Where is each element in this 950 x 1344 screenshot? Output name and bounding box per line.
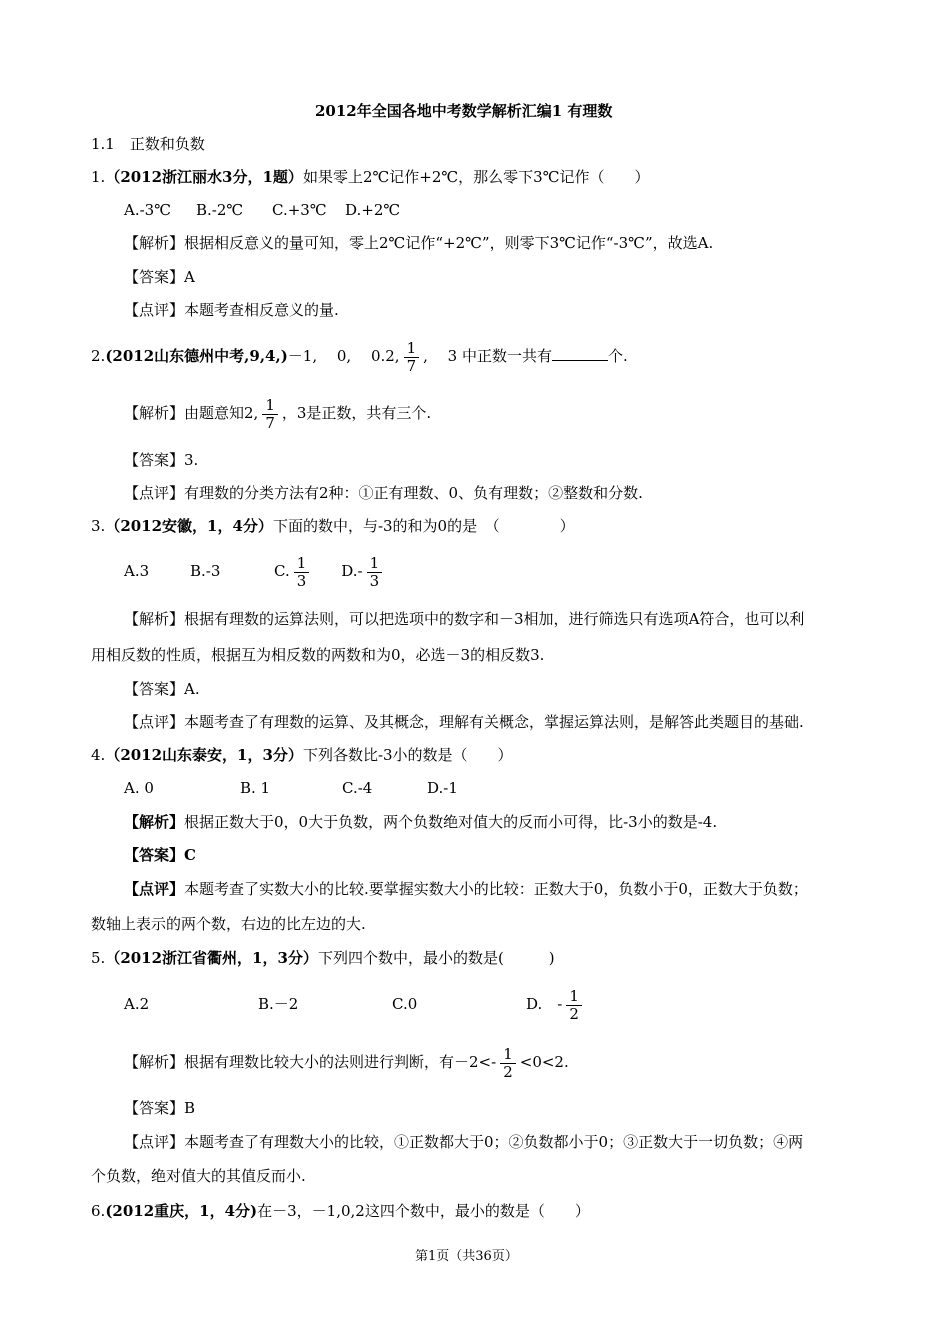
option-a: A. 0 xyxy=(124,779,154,797)
option-d: D.- $\frac{1}{3}$ xyxy=(341,562,386,580)
analysis-text: 根据正数大于0，0大于负数，两个负数绝对值大的反而小可得，比-3小的数是-4. xyxy=(184,813,718,831)
analysis-3-line-2: 用相反数的性质，根据互为相反数的两数和为0，必选－3的相反数3. xyxy=(91,646,545,664)
answer-tag: 【答案】 xyxy=(124,1099,185,1117)
analysis-text: 根据相反意义的量可知，零上2℃记作“+2℃”，则零下3℃记作“-3℃”，故选A. xyxy=(184,234,714,252)
analysis-text: 根据有理数比较大小的法则进行判断，有－2<- xyxy=(184,1053,497,1071)
analysis-text-cont: ，3是正数，共有三个. xyxy=(281,404,432,422)
option-c: C.0 xyxy=(392,995,418,1013)
comment-tag: 【点评】 xyxy=(124,713,185,731)
answer-tag: 【答案】 xyxy=(124,451,185,469)
section-heading: 1.1 正数和负数 xyxy=(91,135,205,153)
comment-text: 有理数的分类方法有2种：①正有理数、0、负有理数；②整数和分数. xyxy=(184,484,643,502)
question-5 xyxy=(91,948,555,968)
option-d: D.+2℃ xyxy=(345,201,401,219)
comment-tag: 【点评】 xyxy=(124,301,185,319)
analysis-1 xyxy=(124,233,713,253)
analysis-2 xyxy=(124,396,431,432)
comment-text: 本题考查了有理数的运算、及其概念，理解有关概念，掌握运算法则，是解答此类题目的基础. xyxy=(184,713,804,731)
option-a: A.2 xyxy=(124,995,150,1013)
question-number: 1. xyxy=(91,168,106,186)
option-b: B.-2℃ xyxy=(196,201,244,219)
page-title: 2012年全国各地中考数学解析汇编1 有理数 xyxy=(315,102,613,120)
question-stem: 如果零上2℃记作+2℃，那么零下3℃记作（ ） xyxy=(302,168,650,186)
answer-text: B xyxy=(184,1099,196,1117)
question-3 xyxy=(91,516,575,536)
answer-tag: 【答案】 xyxy=(124,846,185,864)
question-stem: 下列各数比-3小的数是（ ） xyxy=(302,746,513,764)
analysis-4 xyxy=(124,812,717,832)
page-footer: 第1页（共36页） xyxy=(415,1249,518,1264)
option-c: C.+3℃ xyxy=(272,201,327,219)
answer-3 xyxy=(124,679,200,699)
question-source: （2012安徽，1，4分） xyxy=(105,517,273,535)
question-number: 5. xyxy=(91,949,106,967)
answer-5 xyxy=(124,1098,195,1118)
question-stem: 下列四个数中，最小的数是( ) xyxy=(317,949,555,967)
question-2 xyxy=(91,339,628,375)
analysis-tag: 【解析】 xyxy=(124,234,185,252)
question-stem: －1, 0, 0.2, xyxy=(287,347,400,365)
question-source: （2012浙江省衢州，1，3分） xyxy=(105,949,318,967)
analysis-tag: 【解析】 xyxy=(124,404,185,422)
comment-4-line-1 xyxy=(124,879,808,899)
option-d: D.-1 xyxy=(427,779,458,797)
question-stem: 下面的数中，与-3的和为0的是 （ ） xyxy=(272,517,575,535)
question-5-options xyxy=(124,987,586,1023)
option-b: B.－2 xyxy=(258,995,299,1013)
analysis-tag: 【解析】 xyxy=(124,813,185,831)
answer-blank xyxy=(552,346,608,361)
question-1 xyxy=(91,167,649,187)
question-stem-end: 个. xyxy=(608,347,628,365)
answer-2 xyxy=(124,450,198,470)
option-b: B. 1 xyxy=(240,779,271,797)
comment-tag: 【点评】 xyxy=(124,1133,185,1151)
answer-tag: 【答案】 xyxy=(124,680,185,698)
fraction: $\frac{1}{7}$ xyxy=(262,397,278,432)
option-b: B.-3 xyxy=(190,562,221,580)
comment-text: 本题考查了实数大小的比较.要掌握实数大小的比较：正数大于0，负数小于0，正数大于负数； xyxy=(184,880,808,898)
comment-tag: 【点评】 xyxy=(124,880,185,898)
question-number: 4. xyxy=(91,746,106,764)
fraction: $\frac{1}{2}$ xyxy=(500,1046,516,1081)
answer-text: A xyxy=(184,268,195,286)
question-6 xyxy=(91,1201,590,1221)
comment-2 xyxy=(124,483,643,503)
comment-1 xyxy=(124,300,339,320)
comment-text: 本题考查相反意义的量. xyxy=(184,301,339,319)
question-number: 2. xyxy=(91,347,106,365)
option-d: D. - $\frac{1}{2}$ xyxy=(526,995,586,1013)
answer-text: A. xyxy=(184,680,200,698)
question-number: 6. xyxy=(91,1202,106,1220)
analysis-text: 由题意知2, xyxy=(184,404,259,422)
comment-5-line-1 xyxy=(124,1132,803,1152)
option-c: C.-4 xyxy=(342,779,373,797)
comment-5-line-2: 个负数，绝对值大的其值反而小. xyxy=(91,1167,306,1185)
option-c: C. $\frac{1}{3}$ xyxy=(274,562,313,580)
comment-tag: 【点评】 xyxy=(124,484,185,502)
question-3-options xyxy=(124,554,386,590)
question-4-options xyxy=(124,778,458,798)
answer-4 xyxy=(124,845,196,865)
analysis-text-cont: <0<2. xyxy=(519,1053,569,1071)
option-a: A.3 xyxy=(124,562,150,580)
answer-1 xyxy=(124,267,195,287)
analysis-text: 根据有理数的运算法则，可以把选项中的数字和－3相加，进行筛选只有选项A符合，也可以利 xyxy=(184,610,805,628)
question-stem: 在－3，－1,0,2这四个数中，最小的数是（ ） xyxy=(257,1202,590,1220)
answer-text: 3. xyxy=(184,451,199,469)
question-number: 3. xyxy=(91,517,106,535)
analysis-5 xyxy=(124,1045,569,1081)
question-source: (2012重庆，1，4分) xyxy=(105,1202,258,1220)
question-4 xyxy=(91,745,513,765)
answer-tag: 【答案】 xyxy=(124,268,185,286)
answer-text: C xyxy=(184,846,196,864)
analysis-tag: 【解析】 xyxy=(124,1053,185,1071)
question-source: (2012山东德州中考,9,4,) xyxy=(105,347,288,365)
analysis-3-line-1 xyxy=(124,609,804,629)
question-source: （2012山东泰安，1，3分） xyxy=(105,746,303,764)
option-a: A.-3℃ xyxy=(124,201,171,219)
analysis-tag: 【解析】 xyxy=(124,610,185,628)
question-stem-cont: , 3 中正数一共有 xyxy=(423,347,552,365)
fraction: $\frac{1}{7}$ xyxy=(404,340,420,375)
comment-text: 本题考查了有理数大小的比较，①正数都大于0；②负数都小于0；③正数大于一切负数；④两 xyxy=(184,1133,804,1151)
comment-3 xyxy=(124,712,804,732)
comment-4-line-2: 数轴上表示的两个数，右边的比左边的大. xyxy=(91,915,366,933)
question-source: （2012浙江丽水3分，1题） xyxy=(105,168,303,186)
question-1-options xyxy=(124,200,400,220)
